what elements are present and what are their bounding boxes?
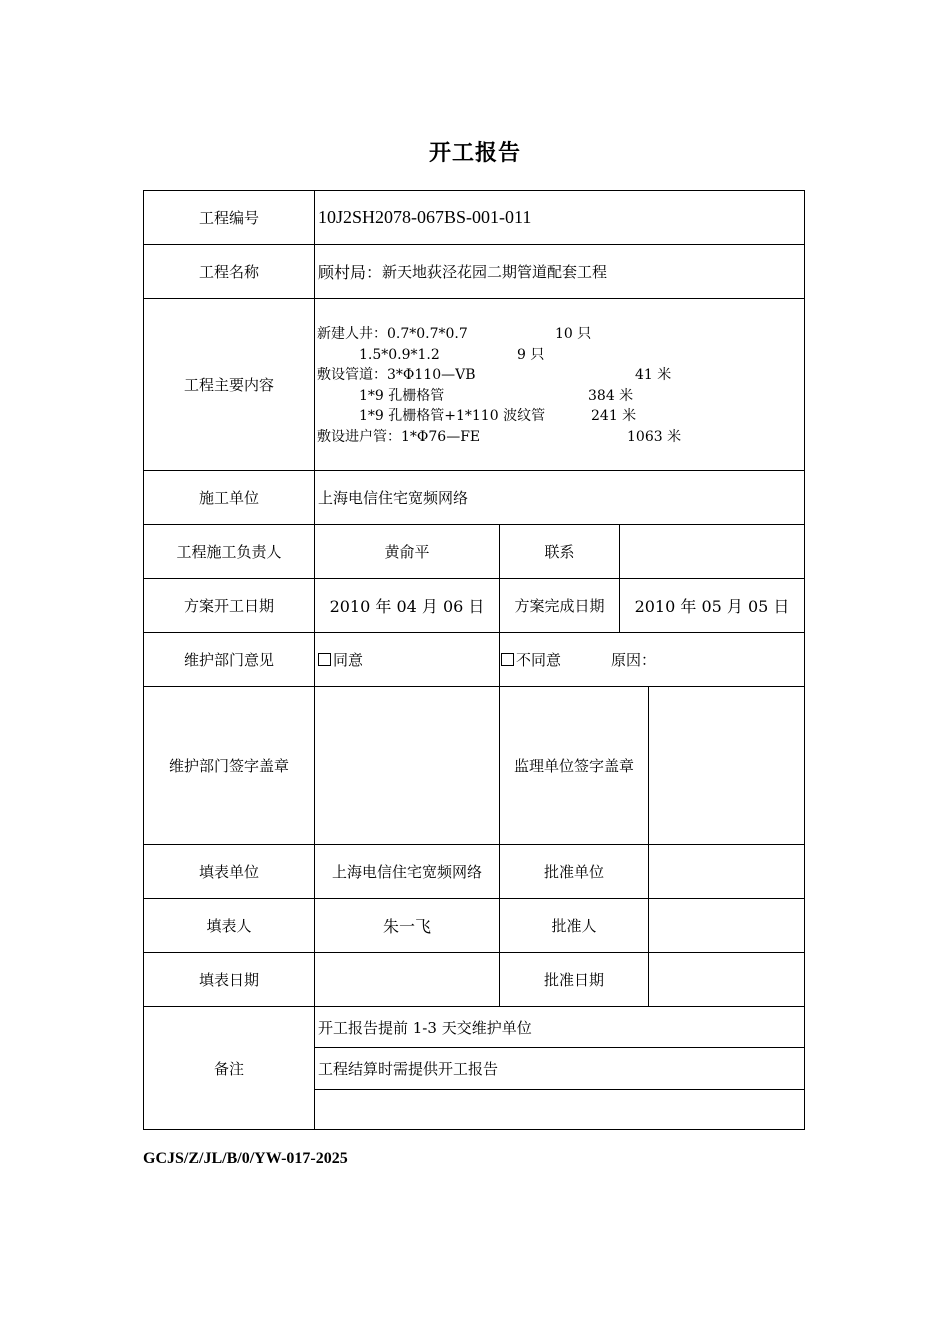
fill-date-value xyxy=(315,953,499,1006)
start-date-value: 2010 年 04 月 06 日 xyxy=(329,597,485,616)
main-content-label: 工程主要内容 xyxy=(183,376,274,394)
content-line-qty: 9 只 xyxy=(517,346,545,363)
remarks-line-3 xyxy=(315,1090,804,1129)
content-line-qty: 10 只 xyxy=(555,326,592,342)
approve-date-label: 批准日期 xyxy=(543,971,604,989)
supervisor-sign-area xyxy=(649,687,804,844)
project-no-value: 10J2SH2078-067BS-001-011 xyxy=(318,207,532,227)
maint-sign-area xyxy=(315,687,499,844)
project-name-label: 工程名称 xyxy=(198,263,259,281)
project-no-label: 工程编号 xyxy=(198,209,259,227)
content-line-text: 1.5*0.9*1.2 xyxy=(359,346,440,363)
start-date-label: 方案开工日期 xyxy=(183,597,274,615)
content-line-qty: 384 米 xyxy=(588,387,634,404)
filler-unit-value: 上海电信住宅宽频网络 xyxy=(331,863,482,881)
page-title: 开工报告 xyxy=(428,140,521,166)
leader-label: 工程施工负责人 xyxy=(176,543,282,561)
filler-label: 填表人 xyxy=(206,917,252,935)
remarks-line-2: 工程结算时需提供开工报告 xyxy=(318,1060,499,1078)
report-table xyxy=(143,190,805,1130)
document-code: GCJS/Z/JL/B/0/YW-017-2025 xyxy=(143,1150,348,1167)
content-line-qty: 241 米 xyxy=(591,408,637,424)
disagree-text: 不同意 xyxy=(516,651,562,669)
agree-text: 同意 xyxy=(333,651,364,669)
contractor-label: 施工单位 xyxy=(198,489,259,507)
supervisor-sign-label: 监理单位签字盖章 xyxy=(513,757,634,775)
reason-label: 原因： xyxy=(611,651,657,669)
approve-unit-label: 批准单位 xyxy=(543,863,604,881)
leader-value: 黄俞平 xyxy=(384,543,430,561)
contact-label: 联系 xyxy=(544,543,575,561)
project-name-prefix: 顾村局： xyxy=(318,263,383,282)
project-name-text: 新天地荻泾花园二期管道配套工程 xyxy=(382,263,608,281)
end-date-label: 方案完成日期 xyxy=(514,597,605,615)
disagree-option[interactable] xyxy=(500,633,804,686)
disagree-checkbox[interactable] xyxy=(501,653,514,666)
filler-value: 朱一飞 xyxy=(382,917,431,936)
agree-option[interactable] xyxy=(315,633,499,686)
contact-value xyxy=(620,525,804,578)
content-line-text: 敷设管道：3*Φ110—VB xyxy=(317,367,476,383)
content-line-text: 1*9 孔栅格管 xyxy=(359,387,445,404)
filler-unit-label: 填表单位 xyxy=(198,863,259,881)
content-line-qty: 1063 米 xyxy=(627,428,682,445)
content-line-text: 1*9 孔栅格管+1*110 波纹管 xyxy=(359,408,546,424)
remarks-label: 备注 xyxy=(213,1059,244,1078)
contractor-value: 上海电信住宅宽频网络 xyxy=(318,489,469,507)
end-date-value: 2010 年 05 月 05 日 xyxy=(634,597,790,616)
opinion-label: 维护部门意见 xyxy=(183,651,274,669)
content-line-text: 敷设进户管：1*Φ76—FE xyxy=(317,428,481,445)
project-name-value xyxy=(315,245,804,298)
approver-label: 批准人 xyxy=(551,917,597,935)
content-line-qty: 41 米 xyxy=(635,367,672,383)
fill-date-label: 填表日期 xyxy=(198,971,259,989)
remarks-line-1: 开工报告提前 1-3 天交维护单位 xyxy=(318,1018,532,1037)
agree-checkbox[interactable] xyxy=(318,653,331,666)
content-line-text: 新建人井：0.7*0.7*0.7 xyxy=(317,326,468,342)
maint-sign-label: 维护部门签字盖章 xyxy=(168,757,289,775)
